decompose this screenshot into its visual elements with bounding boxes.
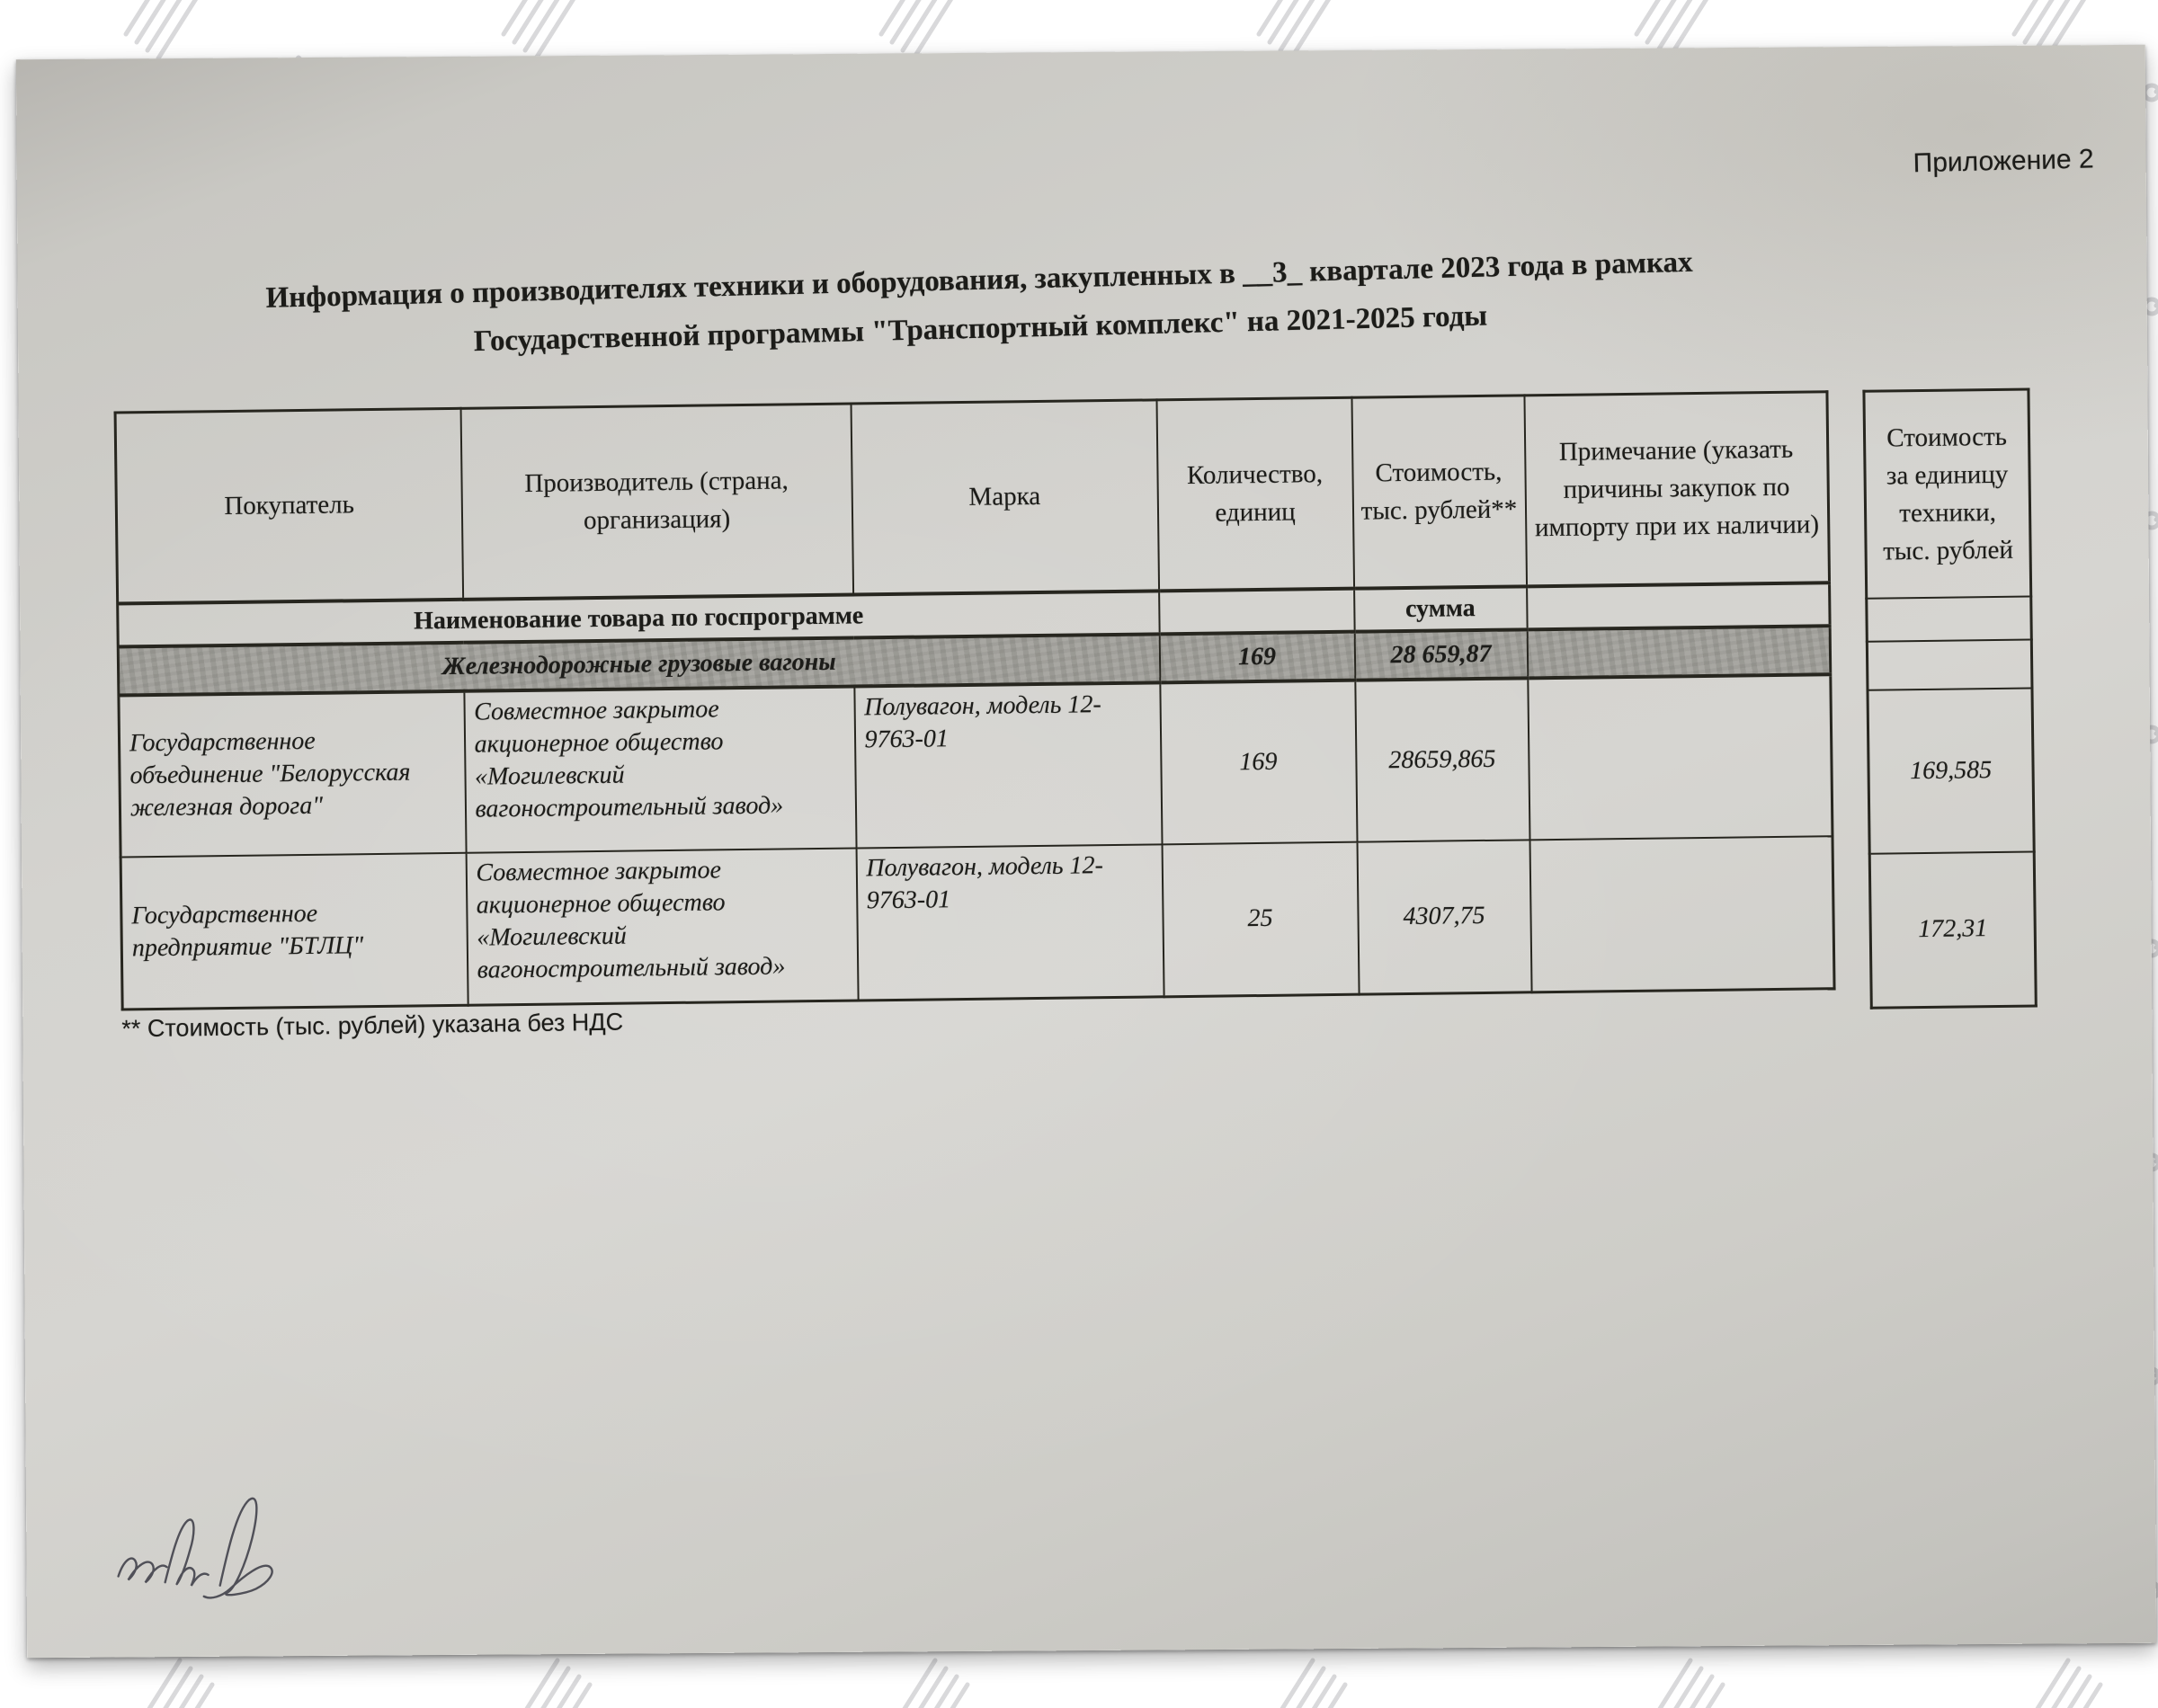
- group-note-empty: [1527, 583, 1831, 629]
- unit-cost-group-row: [1867, 596, 2032, 641]
- group-label: Наименование товара по госпрограмме: [118, 591, 1160, 646]
- header-note: Примечание (указать причины закупок по импорту при их наличии): [1524, 392, 1830, 586]
- unit-cost-category-empty: [1867, 639, 2032, 689]
- header-row: [115, 392, 1829, 603]
- category-quantity: 169: [1159, 631, 1355, 682]
- header-brand: Марка: [851, 400, 1159, 594]
- row2-note: [1529, 836, 1834, 992]
- row2-buyer: Государственное предприятие "БТЛЦ": [120, 852, 468, 1010]
- group-quantity-empty: [1159, 588, 1355, 634]
- row1-note: [1528, 674, 1833, 840]
- row2-brand: Полувагон, модель 12-9763-01: [856, 844, 1164, 1001]
- category-label: Железнодорожные грузовые вагоны: [118, 634, 1160, 695]
- category-cost: 28 659,87: [1354, 629, 1528, 680]
- unit-cost-row: [1868, 688, 2034, 853]
- row1-unit-cost: 169,585: [1868, 688, 2034, 853]
- row1-manufacturer: Совместное закрытое акционерное общество «Могилевский вагоностроительный завод»: [464, 686, 856, 852]
- title-line-1: Информация о производителях техники и оборудования, закупленных в __3_ квартале 2023 года в рамках: [265, 245, 1693, 315]
- header-buyer: Покупатель: [115, 408, 463, 603]
- header-cost: Стоимость, тыс. рублей**: [1351, 396, 1527, 588]
- signature: [102, 1456, 336, 1629]
- row2-unit-cost: 172,31: [1869, 851, 2036, 1008]
- row1-buyer: Государственное объединение "Белорусская железная дорога": [119, 690, 466, 857]
- table-row: [119, 674, 1833, 857]
- table-row: [120, 836, 1834, 1010]
- title-line-2: Государственной программы "Транспортный комплекс" на 2021-2025 годы: [473, 299, 1488, 359]
- row2-cost: 4307,75: [1357, 840, 1531, 994]
- unit-cost-table: [1862, 388, 2037, 1010]
- row2-manufacturer: Совместное закрытое акционерное общество «Могилевский вагоностроительный завод»: [466, 848, 858, 1005]
- footnote: ** Стоимость (тыс. рублей) указана без НДС: [121, 1008, 624, 1043]
- group-sum-label: сумма: [1354, 586, 1528, 631]
- unit-cost-group-empty: [1867, 596, 2032, 641]
- row1-quantity: 169: [1160, 680, 1357, 844]
- unit-cost-row: [1869, 851, 2036, 1008]
- appendix-label: Приложение 2: [1913, 144, 2095, 179]
- category-note-empty: [1527, 626, 1831, 678]
- unit-cost-category-row: [1867, 639, 2032, 689]
- document-photo: [16, 45, 2156, 1658]
- row1-brand: Полувагон, модель 12-9763-01: [854, 682, 1162, 848]
- header-quantity: Количество, единиц: [1156, 397, 1354, 591]
- header-manufacturer: Производитель (страна, организация): [460, 404, 853, 599]
- unit-cost-header-row: [1864, 389, 2031, 598]
- row2-quantity: 25: [1162, 841, 1359, 997]
- tables-area: [114, 388, 2038, 1031]
- page-title: [89, 234, 1871, 376]
- header-unit-cost: Стоимость за единицу техники, тыс. рублей: [1864, 389, 2031, 598]
- row1-cost: 28659,865: [1355, 678, 1529, 841]
- main-table: [114, 390, 1836, 1010]
